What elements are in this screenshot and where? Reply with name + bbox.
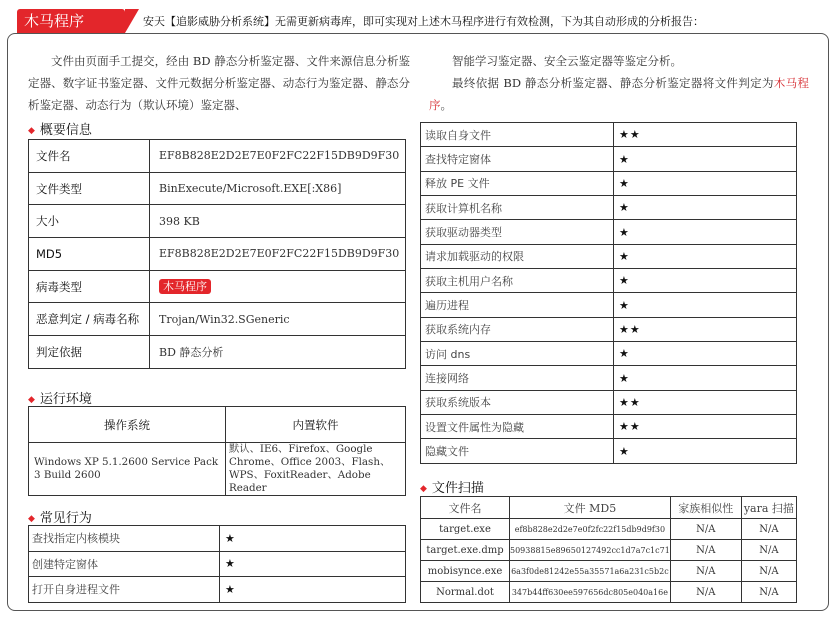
scan-family: N/A	[670, 582, 741, 603]
overview-label: 判定依据	[29, 336, 150, 369]
behavior-stars: ★	[614, 366, 797, 390]
overview-value-cell: BinExecute/Microsoft.EXE[:X86]	[150, 172, 406, 205]
behavior-stars: ★	[614, 196, 797, 220]
diamond-icon: ◆	[420, 484, 427, 494]
common-behavior-row	[29, 577, 406, 603]
scan-col-file: 文件名	[421, 497, 510, 519]
overview-row	[29, 205, 406, 238]
overview-value-cell: EF8B828E2D2E7E0F2FC22F15DB9D9F30	[150, 140, 406, 173]
overview-value-cell: EF8B828E2D2E7E0F2FC22F15DB9D9F30	[150, 238, 406, 271]
env-os-value: Windows XP 5.1.2600 Service Pack 3 Build 2600	[29, 443, 226, 496]
overview-heading	[28, 119, 92, 138]
header-description: 安天【追影威胁分析系统】无需更新病毒库，即可实现对上述木马程序进行有效检测，下为其自动形成的分析报告：	[143, 15, 704, 28]
behavior-row	[421, 147, 797, 171]
behavior-name: 设置文件属性为隐藏	[421, 415, 614, 439]
behavior-stars: ★	[614, 147, 797, 171]
scan-row	[421, 582, 797, 603]
overview-value-cell: BD 静态分析	[150, 336, 406, 369]
behavior-stars: ★★	[614, 415, 797, 439]
behavior-name: 获取计算机名称	[421, 196, 614, 220]
overview-row	[29, 336, 406, 369]
behavior-stars: ★	[614, 439, 797, 463]
behavior-row	[421, 269, 797, 293]
intro-right-paragraph-2	[429, 72, 809, 116]
scan-file-md5: 347b44ff630ee597656dc805e040a16e	[510, 582, 671, 603]
behavior-stars: ★	[220, 551, 406, 577]
environment-table	[28, 406, 406, 496]
behavior-stars: ★	[614, 171, 797, 195]
scan-table	[420, 496, 797, 603]
common-heading	[28, 507, 92, 526]
overview-table	[28, 139, 406, 369]
scan-file-name: target.exe	[421, 519, 510, 540]
behavior-stars: ★	[614, 342, 797, 366]
behavior-name: 获取系统版本	[421, 390, 614, 414]
diamond-icon: ◆	[28, 514, 35, 524]
common-heading-label: 常见行为	[39, 511, 92, 526]
behavior-name: 读取自身文件	[421, 123, 614, 147]
behavior-row	[421, 342, 797, 366]
behavior-name: 释放 PE 文件	[421, 171, 614, 195]
overview-label: 文件类型	[29, 172, 150, 205]
behavior-name: 打开自身进程文件	[29, 577, 220, 603]
intro-verdict-end: 。	[440, 98, 452, 112]
behavior-stars: ★★	[614, 390, 797, 414]
scan-heading-label: 文件扫描	[431, 481, 484, 496]
scan-yara: N/A	[741, 540, 796, 561]
scan-family: N/A	[670, 540, 741, 561]
behavior-stars: ★	[614, 220, 797, 244]
behavior-name: 获取驱动器类型	[421, 220, 614, 244]
behavior-name: 查找特定窗体	[421, 147, 614, 171]
behavior-row	[421, 220, 797, 244]
behavior-stars: ★	[220, 577, 406, 603]
overview-label: 大小	[29, 205, 150, 238]
behavior-row	[421, 317, 797, 341]
scan-col-family: 家族相似性	[670, 497, 741, 519]
behavior-row	[421, 415, 797, 439]
overview-value-cell	[150, 270, 406, 303]
behavior-row	[421, 439, 797, 463]
diamond-icon: ◆	[28, 395, 35, 405]
intro-verdict-text: 最终依据 BD 静态分析鉴定器、静态分析鉴定器将文件判定为	[452, 76, 774, 90]
overview-row	[29, 172, 406, 205]
section-title-tab: 木马程序	[17, 9, 125, 33]
overview-row	[29, 140, 406, 173]
overview-row	[29, 303, 406, 336]
scan-yara: N/A	[741, 582, 796, 603]
behavior-stars: ★★	[614, 317, 797, 341]
scan-file-md5: ef8b828e2d2e7e0f2fc22f15db9d9f30	[510, 519, 671, 540]
behavior-name: 访问 dns	[421, 342, 614, 366]
intro-left-paragraph: 文件由页面手工提交，经由 BD 静态分析鉴定器、文件来源信息分析鉴定器、数字证书鉴定器、文件元数据分析鉴定器、动态行为鉴定器、静态分析鉴定器、动态行为（欺认环境）鉴定器、	[28, 54, 410, 112]
intro-verdict-highlight: 木马程序	[429, 76, 810, 112]
common-behavior-row	[29, 551, 406, 577]
scan-yara: N/A	[741, 561, 796, 582]
overview-value-cell: Trojan/Win32.SGeneric	[150, 303, 406, 336]
overview-row	[29, 270, 406, 303]
behavior-row	[421, 390, 797, 414]
intro-right-paragraph-1: 智能学习鉴定器、安全云鉴定器等鉴定分析。	[452, 54, 682, 68]
behavior-stars: ★★	[614, 123, 797, 147]
behavior-row	[421, 123, 797, 147]
behavior-name: 查找指定内核模块	[29, 526, 220, 552]
behavior-name: 遍历进程	[421, 293, 614, 317]
behavior-stars: ★	[614, 244, 797, 268]
scan-col-md5: 文件 MD5	[510, 497, 671, 519]
behavior-name: 获取系统内存	[421, 317, 614, 341]
behavior-row	[421, 171, 797, 195]
behavior-name: 请求加载驱动的权限	[421, 244, 614, 268]
scan-family: N/A	[670, 519, 741, 540]
overview-row	[29, 238, 406, 271]
behavior-row	[421, 366, 797, 390]
behavior-name: 创建特定窗体	[29, 551, 220, 577]
scan-row	[421, 540, 797, 561]
behavior-table	[420, 122, 797, 464]
behavior-name: 隐藏文件	[421, 439, 614, 463]
scan-heading	[420, 477, 484, 496]
environment-heading-label: 运行环境	[39, 392, 92, 407]
env-software-value: 默认、IE6、Firefox、Google Chrome、Office 2003、Flash、WPS、FoxitReader、Adobe Reader	[226, 443, 406, 496]
overview-label: 恶意判定 / 病毒名称	[29, 303, 150, 336]
scan-file-md5: 50938815e89650127492cc1d7a7c1c71	[510, 540, 671, 561]
overview-label: MD5	[29, 238, 150, 271]
behavior-row	[421, 244, 797, 268]
scan-row	[421, 561, 797, 582]
scan-file-name: mobisynce.exe	[421, 561, 510, 582]
behavior-row	[421, 196, 797, 220]
overview-label: 文件名	[29, 140, 150, 173]
scan-file-name: target.exe.dmp	[421, 540, 510, 561]
scan-col-yara: yara 扫描	[741, 497, 796, 519]
behavior-stars: ★	[220, 526, 406, 552]
scan-yara: N/A	[741, 519, 796, 540]
overview-heading-label: 概要信息	[39, 123, 92, 138]
scan-file-md5: 6a3f0de81242e55a35571a6a231c5b2c	[510, 561, 671, 582]
env-col-os: 操作系统	[29, 407, 226, 443]
scan-file-name: Normal.dot	[421, 582, 510, 603]
overview-value-cell: 398 KB	[150, 205, 406, 238]
environment-heading	[28, 388, 92, 407]
overview-label: 病毒类型	[29, 270, 150, 303]
virus-type-badge: 木马程序	[159, 279, 211, 294]
env-col-software: 内置软件	[226, 407, 406, 443]
scan-row	[421, 519, 797, 540]
common-behavior-table	[28, 525, 406, 603]
common-behavior-row	[29, 526, 406, 552]
diamond-icon: ◆	[28, 126, 35, 136]
behavior-stars: ★	[614, 269, 797, 293]
scan-family: N/A	[670, 561, 741, 582]
behavior-name: 连接网络	[421, 366, 614, 390]
behavior-stars: ★	[614, 293, 797, 317]
behavior-row	[421, 293, 797, 317]
behavior-name: 获取主机用户名称	[421, 269, 614, 293]
